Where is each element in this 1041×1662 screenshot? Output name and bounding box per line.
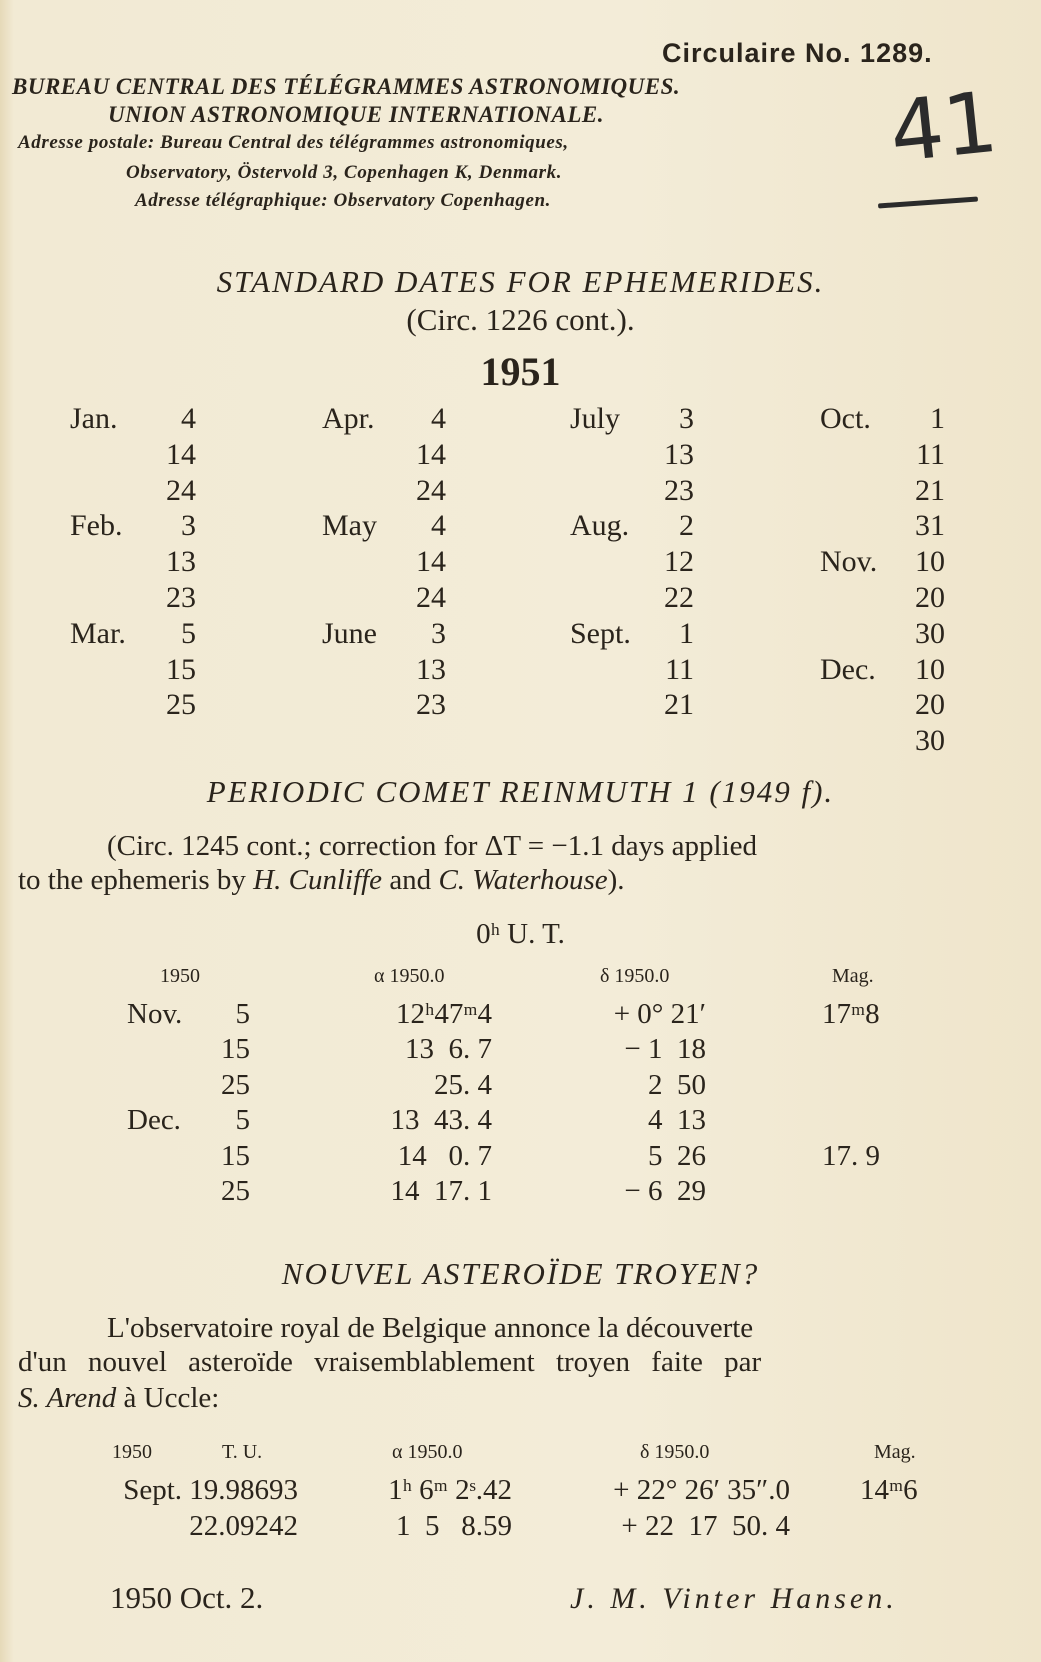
- handwritten-underline: [878, 197, 978, 209]
- calendar-month: Feb.: [70, 509, 123, 543]
- asteroid-row-mag: 14ᵐ6: [860, 1474, 918, 1506]
- comet-intro-text-c: and: [382, 864, 439, 896]
- observer-name-cunliffe: H. Cunliffe: [253, 864, 383, 896]
- section-subtitle-circ-1226: (Circ. 1226 cont.).: [406, 302, 635, 337]
- calendar-day: 14: [416, 437, 446, 471]
- calendar-day: 3: [679, 402, 694, 435]
- asteroid-row-ra: 1 5 8.59: [396, 1510, 512, 1542]
- union-line: UNION ASTRONOMIQUE INTERNATIONALE.: [108, 102, 605, 127]
- calendar-day: 15: [166, 652, 196, 686]
- calendar-month: Sept.: [570, 616, 631, 650]
- asteroid-row-dec: + 22° 26′ 35″.0: [613, 1474, 790, 1506]
- asteroid-intro-text-b: à Uccle:: [116, 1382, 220, 1414]
- comet-row-mag: 17. 9: [822, 1139, 880, 1172]
- comet-row-month: Nov.: [127, 998, 183, 1030]
- comet-row-dec: + 0° 21′: [613, 998, 706, 1030]
- comet-row-dec: 2 50: [648, 1068, 706, 1101]
- calendar-day: 30: [915, 616, 945, 650]
- observer-name-waterhouse: C. Waterhouse: [438, 864, 608, 896]
- calendar-day: 23: [664, 473, 694, 507]
- circular-number: Circulaire No. 1289.: [662, 38, 933, 68]
- asteroid-row-dec: + 22 17 50. 4: [621, 1510, 790, 1542]
- calendar-day: 21: [915, 473, 945, 507]
- calendar-day: 22: [664, 581, 694, 614]
- comet-row-day: 5: [235, 1104, 250, 1137]
- calendar-day: 31: [915, 509, 945, 543]
- comet-row-dec: − 1 18: [624, 1033, 706, 1066]
- calendar-day: 14: [166, 437, 196, 471]
- year-heading: 1951: [480, 349, 561, 394]
- comet-row-day: 15: [221, 1033, 250, 1066]
- calendar-month: Nov.: [820, 545, 878, 579]
- calendar-day: 1: [930, 402, 945, 435]
- section-title-comet-reinmuth: PERIODIC COMET REINMUTH 1 (1949 f).: [206, 774, 835, 809]
- observer-name-arend: S. Arend: [18, 1382, 117, 1414]
- comet-row-day: 15: [221, 1139, 250, 1172]
- comet-intro-text-a: to the ephemeris by: [18, 864, 254, 896]
- calendar-day: 24: [416, 581, 446, 614]
- calendar-day: 13: [166, 545, 196, 579]
- asteroid-row-date: 22.09242: [189, 1510, 298, 1542]
- comet-row-ra: 13 43. 4: [390, 1104, 492, 1137]
- asteroid-header-tu: T. U.: [222, 1441, 263, 1463]
- calendar-day: 21: [664, 688, 694, 722]
- time-label: 0ʰ U. T.: [476, 918, 565, 950]
- calendar-month: Apr.: [322, 402, 375, 435]
- handwritten-number: 41: [885, 72, 1002, 182]
- comet-intro-text-e: ).: [607, 864, 625, 896]
- observatory-address-line: Observatory, Östervold 3, Copenhagen K, Denmark.: [126, 162, 563, 183]
- comet-row-ra: 12ʰ47ᵐ4: [396, 998, 492, 1030]
- calendar-day: 12: [664, 545, 694, 579]
- comet-row-ra: 14 17. 1: [390, 1175, 492, 1207]
- calendar-day: 14: [416, 545, 446, 579]
- comet-header-date: 1950: [160, 965, 200, 987]
- comet-row-dec: 5 26: [648, 1139, 706, 1172]
- asteroid-intro-line1: L'observatoire royal de Belgique annonce la découverte: [107, 1312, 754, 1344]
- asteroid-intro-line3: [18, 1382, 219, 1415]
- calendar-month: June: [322, 616, 377, 650]
- calendar-day: 11: [665, 652, 694, 686]
- asteroid-intro-line2: d'un nouvel asteroïde vraisemblablement troyen faite par: [18, 1346, 762, 1378]
- comet-row-ra: 14 0. 7: [397, 1139, 492, 1172]
- asteroid-header-date: 1950: [112, 1441, 152, 1463]
- calendar-day: 30: [915, 724, 945, 758]
- asteroid-header-ra: α 1950.0: [392, 1441, 463, 1463]
- calendar-day: 24: [416, 473, 446, 507]
- calendar-day: 13: [664, 437, 694, 471]
- calendar-day: 23: [416, 688, 446, 722]
- calendar-day: 3: [181, 509, 196, 543]
- comet-row-ra: 13 6. 7: [405, 1033, 492, 1066]
- comet-intro-line2: [18, 864, 625, 897]
- calendar-day: 20: [915, 688, 945, 722]
- calendar-day: 24: [166, 473, 196, 507]
- calendar-day: 20: [915, 581, 945, 614]
- comet-row-day: 5: [235, 998, 250, 1030]
- calendar-month: July: [570, 402, 621, 435]
- calendar-day: 5: [181, 616, 196, 650]
- comet-row-dec: − 6 29: [624, 1175, 706, 1207]
- asteroid-header-dec: δ 1950.0: [640, 1441, 710, 1463]
- asteroid-row-date: Sept. 19.98693: [123, 1474, 298, 1506]
- comet-row-day: 25: [221, 1175, 250, 1207]
- postal-address-line: Adresse postale: Bureau Central des télégrammes astronomiques,: [18, 132, 569, 153]
- comet-row-day: 25: [221, 1068, 250, 1101]
- comet-row-month: Dec.: [127, 1104, 181, 1137]
- calendar-day: 3: [431, 616, 446, 650]
- comet-intro-line1: (Circ. 1245 cont.; correction for ΔT = −1.1 days applied: [107, 830, 757, 862]
- calendar-day: 11: [916, 437, 945, 471]
- calendar-day: 1: [679, 616, 694, 650]
- asteroid-row-ra: 1ʰ 6ᵐ 2ˢ.42: [388, 1474, 512, 1506]
- calendar-day: 2: [679, 509, 694, 543]
- calendar-day: 4: [431, 509, 446, 543]
- calendar-day: 23: [166, 581, 196, 614]
- calendar-day: 10: [915, 545, 945, 579]
- calendar-day: 25: [166, 688, 196, 722]
- comet-row-dec: 4 13: [648, 1104, 706, 1137]
- comet-row-ra: 25. 4: [434, 1068, 492, 1101]
- calendar-month: Aug.: [570, 509, 630, 543]
- section-title-trojan-asteroid: NOUVEL ASTEROÏDE TROYEN?: [281, 1256, 760, 1291]
- comet-header-ra: α 1950.0: [374, 965, 445, 987]
- calendar-month: Oct.: [820, 402, 871, 435]
- section-title-standard-dates: STANDARD DATES FOR EPHEMERIDES.: [216, 264, 825, 299]
- issue-date: 1950 Oct. 2.: [110, 1580, 264, 1615]
- calendar-day: 13: [416, 652, 446, 686]
- calendar-day: 10: [915, 652, 945, 686]
- calendar-day: 4: [181, 402, 196, 435]
- asteroid-header-mag: Mag.: [874, 1441, 916, 1463]
- calendar-month: Dec.: [820, 652, 876, 686]
- calendar-day: 4: [431, 402, 446, 435]
- calendar-month: May: [322, 509, 377, 543]
- telegraph-address-line: Adresse télégraphique: Observatory Copenhagen.: [135, 190, 552, 211]
- bureau-line: BUREAU CENTRAL DES TÉLÉGRAMMES ASTRONOMIQUES.: [12, 74, 681, 99]
- comet-row-mag: 17ᵐ8: [822, 998, 880, 1030]
- calendar-month: Jan.: [70, 402, 118, 435]
- comet-header-mag: Mag.: [832, 965, 874, 987]
- calendar-month: Mar.: [70, 616, 126, 650]
- signature: J. M. Vinter Hansen.: [570, 1582, 898, 1615]
- comet-header-dec: δ 1950.0: [600, 965, 670, 987]
